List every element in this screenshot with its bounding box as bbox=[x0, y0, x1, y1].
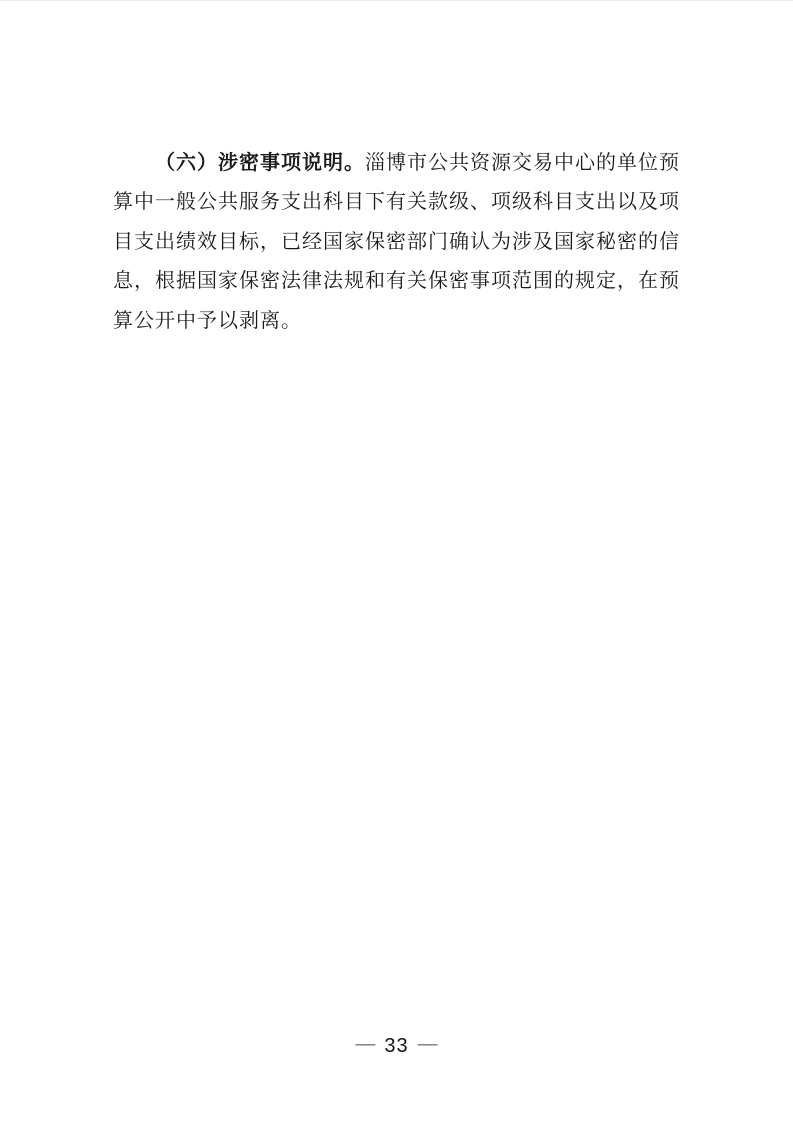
footer-dash-right: — bbox=[417, 1033, 438, 1055]
paragraph-line-4: 息，根据国家保密法律法规和有关保密事项范围的规定，在预 bbox=[113, 270, 680, 293]
paragraph-line-1-text: 淄博市公共资源交易中心的单位预 bbox=[365, 152, 680, 174]
paragraph-line-3: 目支出绩效目标，已经国家保密部门确认为涉及国家秘密的信 bbox=[113, 230, 680, 253]
paragraph-line-1 bbox=[113, 144, 680, 183]
paragraph-line-5: 算公开中予以剥离。 bbox=[113, 309, 302, 332]
footer-dash-left: — bbox=[355, 1033, 376, 1055]
secrecy-statement-paragraph bbox=[113, 144, 680, 341]
page-number: 33 bbox=[384, 1035, 409, 1057]
paragraph-line-2: 算中一般公共服务支出科目下有关款级、项级科目支出以及项 bbox=[113, 191, 680, 214]
section-heading: （六）涉密事项说明。 bbox=[155, 152, 365, 174]
page-footer bbox=[0, 1033, 793, 1059]
